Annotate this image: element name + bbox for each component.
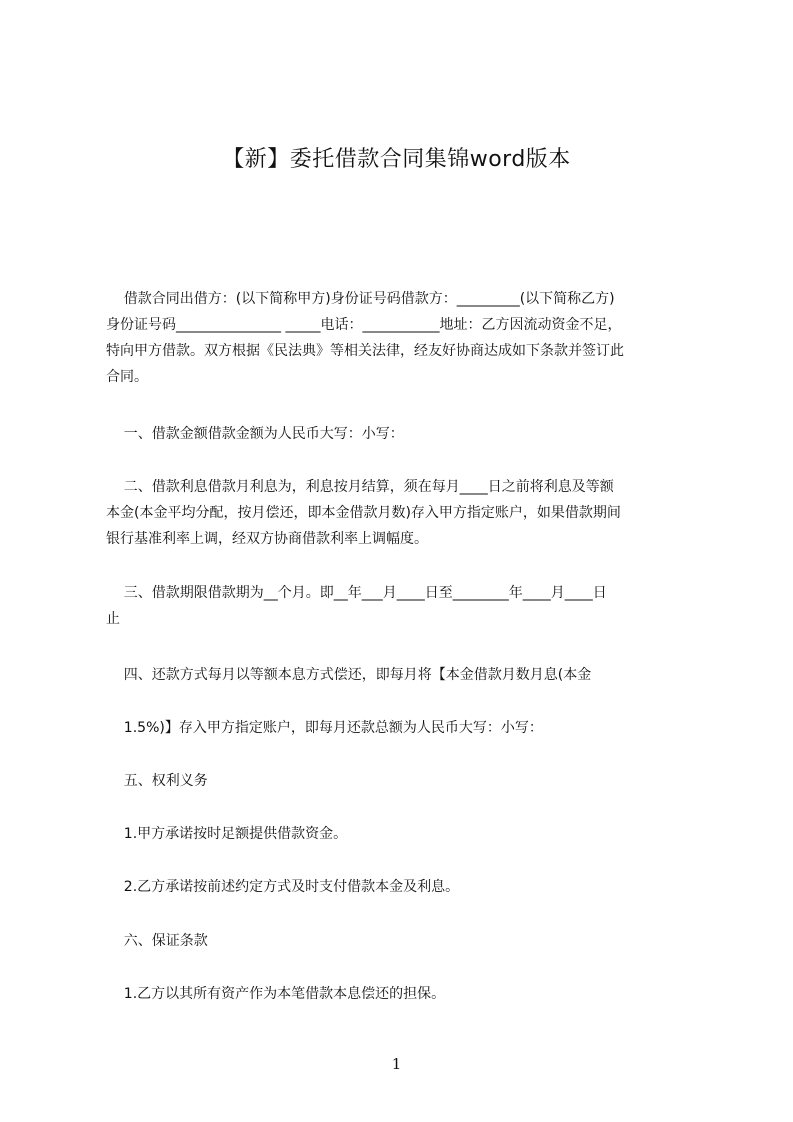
intro-line: 借款合同出借方：(以下简称甲方)身份证号码借款方：_________(以下简称乙方) [106,291,615,307]
section-1-paragraph [106,421,700,447]
section-6-heading [106,928,700,954]
section-4-paragraph-1 [106,662,700,688]
section-4-line: 四、还款方式每月以等额本息方式偿还，即每月将【本金借款月数月息(本金 [106,667,592,683]
intro-paragraph [106,286,700,390]
intro-line: 身份证号码_______________ _____电话：___________地址：乙方因流动资金不足， [106,317,622,333]
section-5-item-2-text: 2.乙方承诺按前述约定方式及时支付借款本金及利息。 [106,879,460,895]
section-2-paragraph [106,474,700,552]
section-6-heading-text: 六、保证条款 [106,933,208,949]
section-5-item-1-text: 1.甲方承诺按时足额提供借款资金。 [106,826,348,842]
section-2-line: 二、借款利息借款月利息为，利息按月结算，须在每月____日之前将利息及等额 [106,479,614,495]
document-title: 【新】委托借款合同集锦word版本 [222,147,571,172]
section-5-item-2 [106,874,700,900]
section-5-heading-text: 五、权利义务 [106,773,208,789]
section-6-item-1 [106,981,700,1007]
section-5-item-1 [106,821,700,847]
section-6-item-1-text: 1.乙方以其所有资产作为本笔借款本息偿还的担保。 [106,986,446,1002]
section-3-line: 三、借款期限借款期为__个月。即__年___月____日至________年____月____日 [106,585,607,601]
section-5-heading [106,768,700,794]
section-1-text: 一、借款金额借款金额为人民币大写：小写： [106,426,404,442]
section-2-line: 银行基准利率上调，经双方协商借款利率上调幅度。 [106,531,428,547]
section-3-line: 止 [106,611,120,627]
section-4-paragraph-2 [106,715,700,741]
intro-line: 特向甲方借款。双方根据《民法典》等相关法律，经友好协商达成如下条款并签订此 [106,343,624,359]
section-2-line: 本金(本金平均分配，按月偿还，即本金借款月数)存入甲方指定账户，如果借款期间 [106,505,621,521]
intro-line: 合同。 [106,369,148,385]
section-4-line: 1.5%)】存入甲方指定账户，即每月还款总额为人民币大写：小写： [106,720,543,736]
page-number: 1 [391,1055,402,1073]
section-3-paragraph [106,580,700,632]
